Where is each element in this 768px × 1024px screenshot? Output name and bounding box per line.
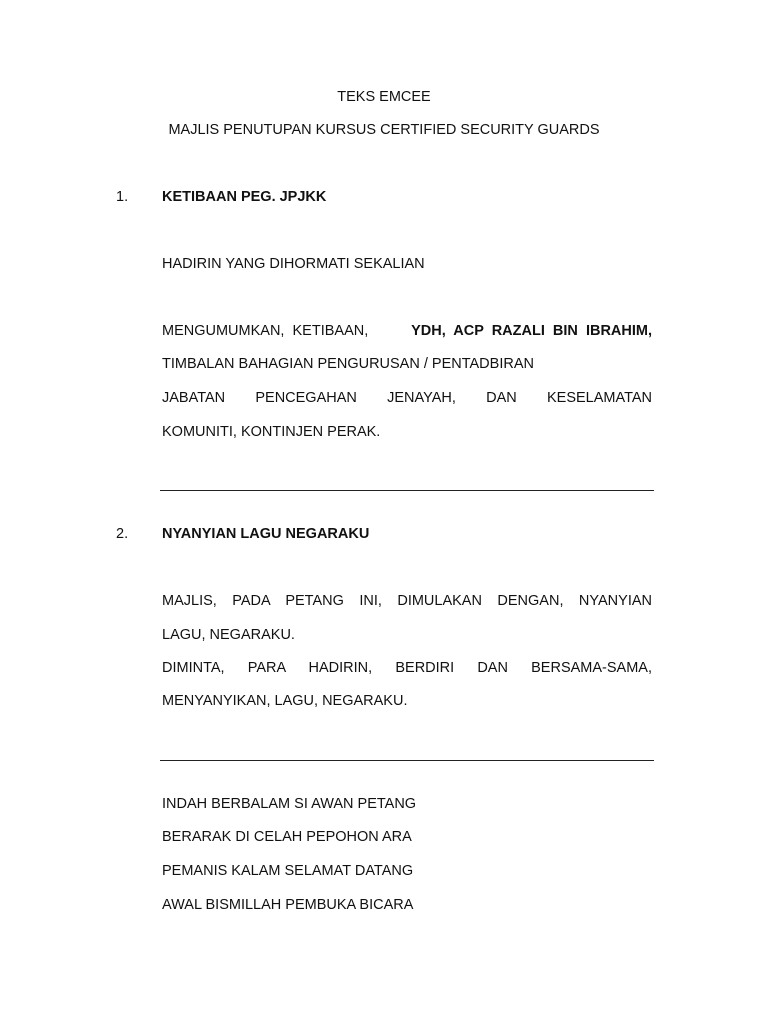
section-1-line: TIMBALAN BAHAGIAN PENGURUSAN / PENTADBIRAN — [162, 356, 534, 372]
section-1-greeting: HADIRIN YANG DIHORMATI SEKALIAN — [162, 256, 425, 272]
pantun-line: AWAL BISMILLAH PEMBUKA BICARA — [162, 897, 414, 913]
section-2-line: MENYANYIKAN, LAGU, NEGARAKU. — [162, 693, 408, 709]
document-title: TEKS EMCEE — [337, 89, 431, 105]
section-2-line: DIMINTA, PARA HADIRIN, BERDIRI DAN BERSAMA-SAMA, — [162, 660, 652, 676]
section-2-heading: NYANYIAN LAGU NEGARAKU — [162, 526, 370, 542]
section-2-line: MAJLIS, PADA PETANG INI, DIMULAKAN DENGAN, NYANYIAN — [162, 593, 652, 609]
section-1-line: KOMUNITI, KONTINJEN PERAK. — [162, 424, 381, 440]
section-1-line: JABATAN PENCEGAHAN JENAYAH, DAN KESELAMATAN — [162, 390, 652, 406]
section-2-line: LAGU, NEGARAKU. — [162, 627, 295, 643]
pantun-line: PEMANIS KALAM SELAMAT DATANG — [162, 863, 414, 879]
section-divider — [160, 760, 654, 761]
section-divider — [160, 490, 654, 491]
section-2-number: 2. — [116, 526, 129, 542]
section-1-announcement — [162, 322, 652, 340]
announce-prefix: MENGUMUMKAN, KETIBAAN, — [162, 323, 369, 339]
section-1-number: 1. — [116, 189, 129, 205]
pantun-line: INDAH BERBALAM SI AWAN PETANG — [162, 796, 417, 812]
section-1-heading: KETIBAAN PEG. JPJKK — [162, 189, 327, 205]
announce-name: YDH, ACP RAZALI BIN IBRAHIM, — [411, 323, 652, 339]
document-subtitle: MAJLIS PENUTUPAN KURSUS CERTIFIED SECURITY GUARDS — [168, 122, 600, 138]
pantun-line: BERARAK DI CELAH PEPOHON ARA — [162, 829, 412, 845]
